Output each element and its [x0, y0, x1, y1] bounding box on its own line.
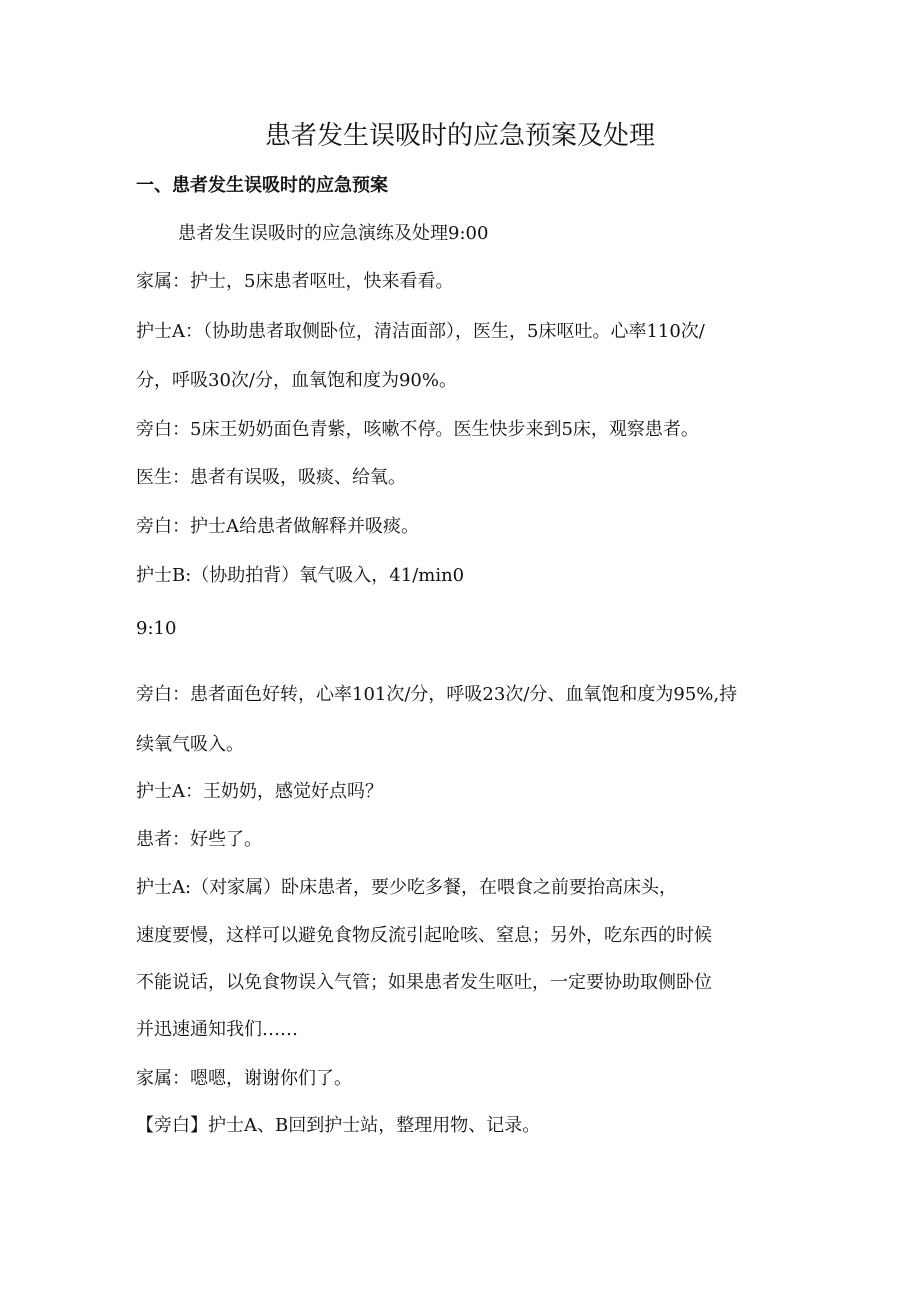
paragraph-line: 医生：患者有误吸，吸痰、给氧。	[136, 467, 406, 488]
paragraph-line: 【旁白】护士A、B回到护士站，整理用物、记录。	[136, 1115, 541, 1136]
paragraph-line: 护士B:（协助拍背）氧气吸入，41∕min0	[136, 565, 465, 586]
paragraph-line: 患者发生误吸时的应急演练及处理9:00	[178, 223, 489, 244]
paragraph-line: 分，呼吸30次/分，血氧饱和度为90%。	[136, 370, 457, 391]
paragraph-line: 速度要慢，这样可以避免食物反流引起呛咳、窒息；另外，吃东西的时候	[136, 925, 712, 946]
paragraph-line: 护士A：（协助患者取侧卧位，清洁面部），医生，5床呕吐。心率110次/	[136, 321, 705, 342]
paragraph-line: 9:10	[136, 618, 177, 639]
paragraph-line: 旁白：护士A给患者做解释并吸痰。	[136, 516, 419, 537]
paragraph-line: 家属：嗯嗯，谢谢你们了。	[136, 1068, 352, 1089]
section-heading: 一、患者发生误吸时的应急预案	[136, 175, 388, 196]
paragraph-line: 并迅速通知我们……	[136, 1019, 298, 1040]
document-title: 患者发生误吸时的应急预案及处理	[264, 121, 655, 151]
paragraph-line: 患者：好些了。	[136, 829, 262, 850]
paragraph-line: 护士A:（对家属）卧床患者，要少吃多餐，在喂食之前要抬高床头，	[136, 877, 678, 898]
paragraph-line: 不能说话，以免食物误入气管；如果患者发生呕吐，一定要协助取侧卧位	[136, 972, 712, 993]
paragraph-line: 旁白：患者面色好转，心率101次/分，呼吸23次/分、血氧饱和度为95%,持	[136, 684, 738, 705]
paragraph-line: 家属：护士，5床患者呕吐，快来看看。	[136, 271, 454, 292]
paragraph-line: 护士A：王奶奶，感觉好点吗？	[136, 781, 383, 802]
paragraph-line: 旁白：5床王奶奶面色青紫，咳嗽不停。医生快步来到5床，观察患者。	[136, 419, 699, 440]
paragraph-line: 续氧气吸入。	[136, 734, 244, 755]
